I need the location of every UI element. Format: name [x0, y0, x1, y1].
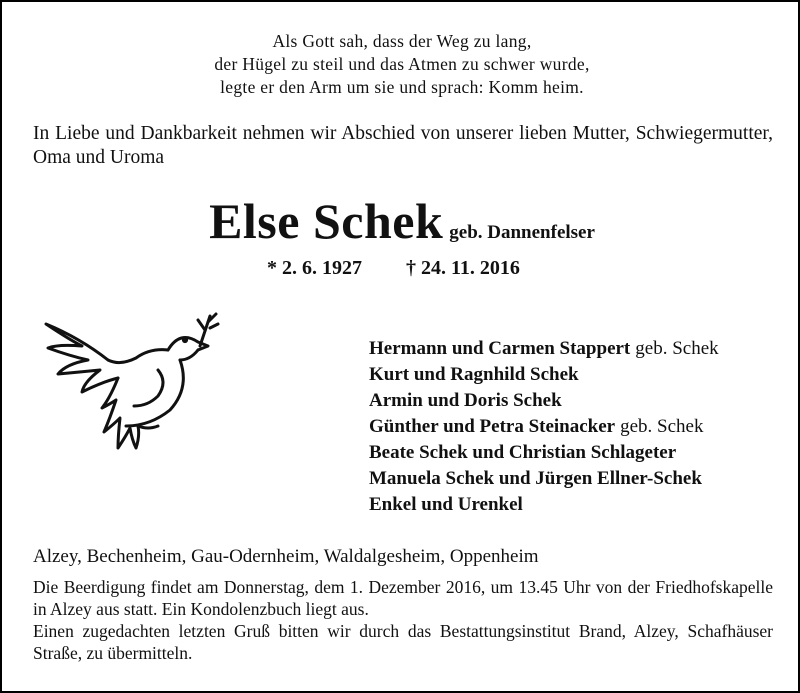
birth-date: * 2. 6. 1927 — [267, 257, 362, 279]
mourner-line — [369, 336, 719, 362]
mourner-note: geb. Schek — [635, 338, 719, 359]
mourner-names: Manuela Schek und Jürgen Ellner-Schek — [369, 468, 702, 489]
mourner-line — [369, 440, 719, 466]
deceased-heading — [2, 192, 800, 250]
death-date: † 24. 11. 2016 — [406, 257, 520, 279]
life-dates — [267, 257, 520, 280]
dove-icon — [40, 308, 220, 456]
deceased-name: Else Schek — [209, 193, 444, 249]
intro-text: In Liebe und Dankbarkeit nehmen wir Abschied von unserer lieben Mutter, Schwiegermutter, Oma und Uroma — [33, 123, 773, 168]
mourner-names: Hermann und Carmen Stappert — [369, 338, 631, 359]
condolence-info: Einen zugedachten letzten Gruß bitten wir durch das Bestattungsinstitut Brand, Alzey, Schafhäuser Straße, zu übermitteln. — [33, 621, 773, 663]
funeral-info: Die Beerdigung findet am Donnerstag, dem 1. Dezember 2016, um 13.45 Uhr von der Friedhofskapelle in Alzey aus statt. Ein Kondolenzbuch liegt aus. — [33, 577, 773, 619]
maiden-name: geb. Dannenfelser — [449, 222, 595, 243]
mourner-names: Enkel und Urenkel — [369, 494, 523, 515]
mourner-note: geb. Schek — [620, 416, 704, 437]
mourner-line — [369, 414, 719, 440]
mourner-line — [369, 388, 719, 414]
mourner-names: Armin und Doris Schek — [369, 390, 562, 411]
mourner-line — [369, 466, 719, 492]
mourner-line — [369, 492, 719, 518]
mourners-list — [369, 336, 719, 518]
poem-line: der Hügel zu steil und das Atmen zu schwer wurde, — [214, 54, 590, 74]
mourner-names: Kurt und Ragnhild Schek — [369, 364, 579, 385]
mourner-names: Beate Schek und Christian Schlageter — [369, 442, 677, 463]
poem — [2, 30, 800, 99]
places-line: Alzey, Bechenheim, Gau-Odernheim, Waldalgesheim, Oppenheim — [33, 546, 539, 567]
mourner-names: Günther und Petra Steinacker — [369, 416, 616, 437]
poem-line: legte er den Arm um sie und sprach: Komm heim. — [220, 77, 584, 97]
poem-line: Als Gott sah, dass der Weg zu lang, — [272, 31, 532, 51]
mourner-line — [369, 362, 719, 388]
